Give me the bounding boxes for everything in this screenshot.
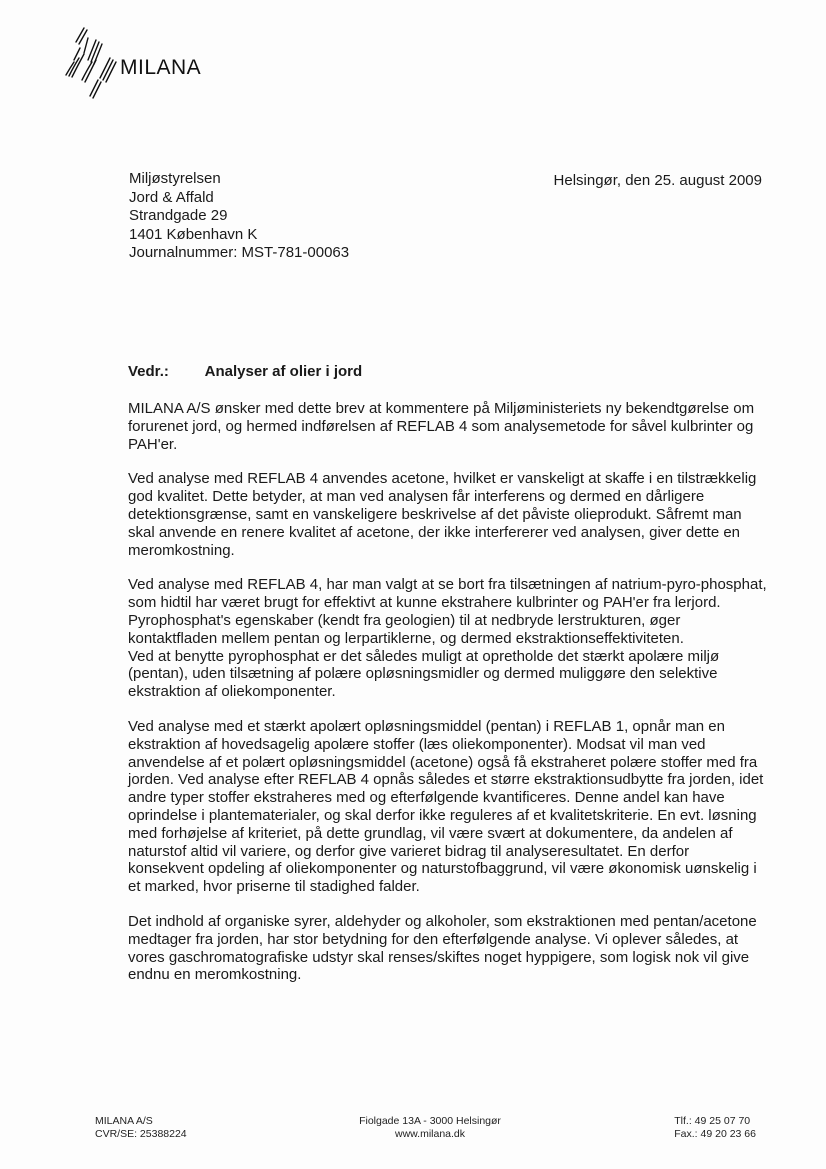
recipient-line: Strandgade 29 — [129, 207, 228, 224]
company-logo — [60, 20, 230, 100]
body-paragraph: Ved analyse med REFLAB 4, har man valgt at se bort fra tilsætningen af natrium-pyro-phosphat, som hidtil har været brugt for effektivt at kunne ekstrahere kulbrinter og PAH'er fra lerjord. Pyrophosphat's egenskaber (kendt fra geologien) til at nedbryde lerstrukturen, øger kontaktfladen mellem pentan og lerpartiklerne, og dermed ekstraktionseffektiviteten. — [128, 576, 767, 647]
body-paragraph: Ved at benytte pyrophosphat er det således muligt at opretholde det stærkt apolære miljø (pentan), uden tilsætning af polære opløsningsmidler og dermed muliggøre den selektive ekstraktion af oliekomponenter. — [128, 647, 720, 701]
footer-contact — [674, 1115, 756, 1141]
milana-logo-mark-icon — [60, 20, 120, 100]
body-paragraph: Ved analyse med et stærkt apolært opløsningsmiddel (pentan) i REFLAB 1, opnår man en ekstraktion af hovedsagelig apolære stoffer (læs oliekomponenter). Modsat vil man ved anvendelse af et polært opløsningsmiddel (acetone) også få ekstraheret polære stoffer med fra jorden. Ved analyse efter REFLAB 4 opnås således et større ekstraktionsudbytte fra jorden, idet andre typer stoffer ekstraheres med og efterfølgende kvantificeres. Denne andel kan have oprindelse i plantematerialer, og skal derfor ikke reguleres af et kvalitetskriterie. En evt. løsning med forhøjelse af kriteriet, på dette grundlag, vil være svært at dokumentere, da andelen af naturstof altid vil variere, og derfor give varieret bidrag til analyseresultatet. En derfor konsekvent opdeling af oliekomponenter og naturstofbaggrund, vil være økonomisk uønskelig i et marked, hvor priserne til stadighed falder. — [128, 717, 764, 896]
letter-body — [128, 400, 768, 1001]
recipient-line: Miljøstyrelsen — [129, 170, 221, 187]
recipient-address — [129, 170, 349, 263]
letter-date: Helsingør, den 25. august 2009 — [553, 172, 762, 189]
recipient-line: Journalnummer: MST-781-00063 — [129, 244, 350, 261]
recipient-line: 1401 København K — [129, 225, 258, 243]
subject-line — [128, 363, 362, 380]
footer-company-info — [95, 1115, 187, 1141]
footer-line: MILANA A/S — [95, 1115, 153, 1127]
body-paragraph: Ved analyse med REFLAB 4 anvendes acetone, hvilket er vanskeligt at skaffe i en tilstrækkelig god kvalitet. Dette betyder, at man ved analysen får interferens og dermed en dårligere detektionsgrænse, samt en vanskeligere beskrivelse af det påviste olieprodukt. Såfremt man skal anvende en renere kvalitet af acetone, der ikke interfererer ved analysen, giver dette en meromkostning. — [128, 470, 757, 559]
footer-line: CVR/SE: 25388224 — [95, 1128, 187, 1140]
footer-address — [300, 1115, 560, 1141]
footer-website: www.milana.dk — [394, 1128, 466, 1140]
body-paragraph: MILANA A/S ønsker med dette brev at kommentere på Miljøministeriets ny bekendtgørelse om forurenet jord, og hermed indførelsen af REFLAB 4 som analysemetode for såvel kulbrinter og PAH'er. — [128, 400, 755, 453]
footer-fax: Fax.: 49 20 23 66 — [674, 1128, 756, 1140]
footer-line: Fiolgade 13A - 3000 Helsingør — [359, 1115, 501, 1127]
subject-text: Analyser af olier i jord — [204, 363, 363, 380]
body-paragraph: Det indhold af organiske syrer, aldehyder og alkoholer, som ekstraktionen med pentan/acetone medtager fra jorden, har stor betydning for den efterfølgende analyse. Vi oplever således, at vores gaschromatografiske udstyr skal renses/skiftes noget hyppigere, som logisk nok vil give endnu en meromkostning. — [128, 912, 757, 984]
subject-label: Vedr.: — [128, 363, 169, 380]
company-name: MILANA — [120, 56, 202, 79]
recipient-line: Jord & Affald — [129, 188, 214, 206]
footer-phone: Tlf.: 49 25 07 70 — [674, 1115, 751, 1127]
